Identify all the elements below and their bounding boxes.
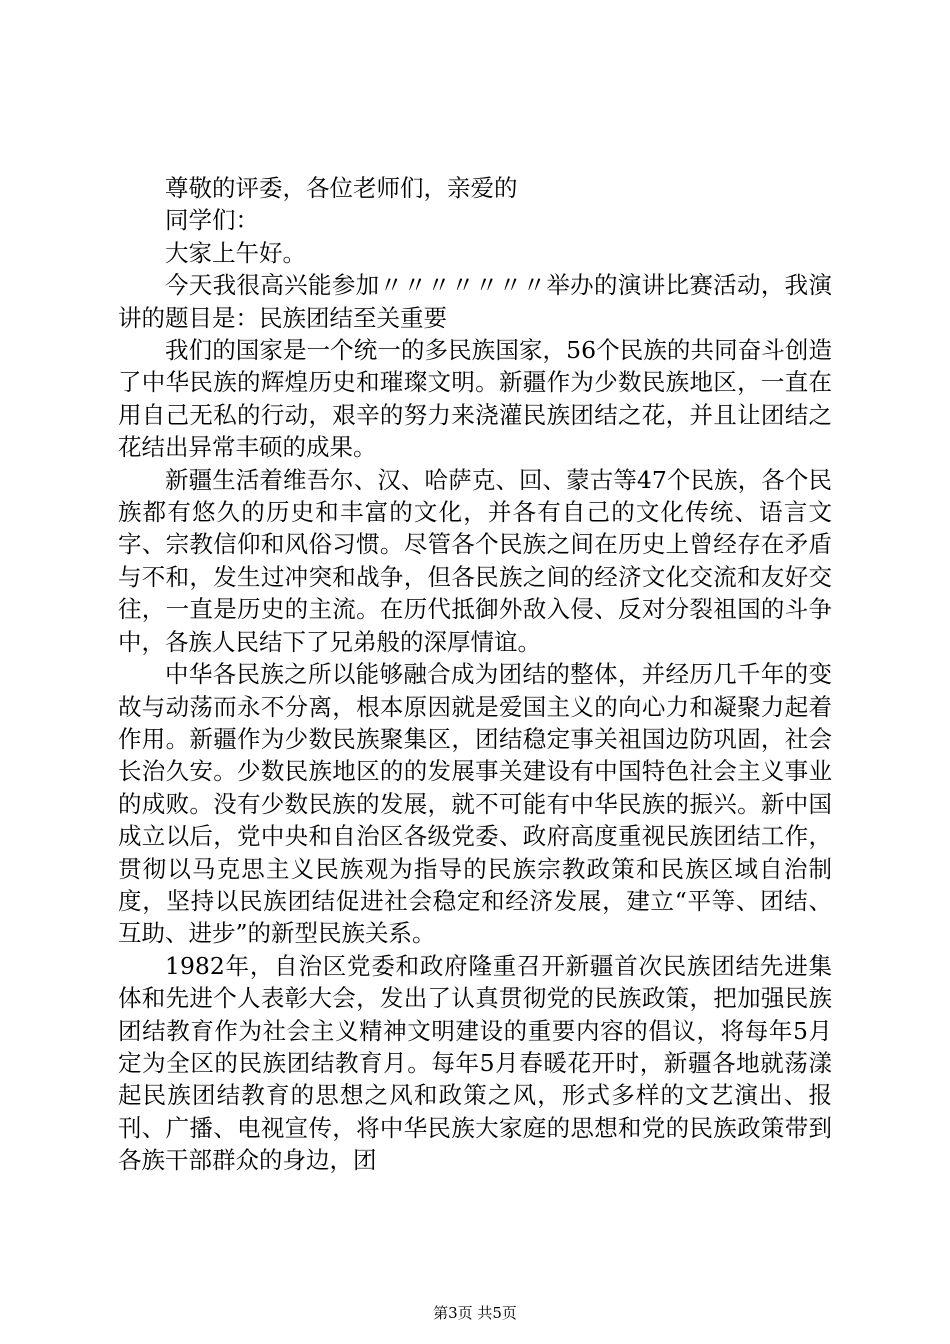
page-number-footer: 第3页 共5页 xyxy=(433,1304,517,1322)
greeting: 大家上午好。 xyxy=(165,238,306,267)
paragraph-xinjiang-ethnic-groups: 新疆生活着维吾尔、汉、哈萨克、回、蒙古等47个民族，各个民族都有悠久的历史和丰富的文化，并各有自己的文化传统、语言文字、宗教信仰和风俗习惯。尽管各个民族之间在历史上曾经存在矛盾与不和，发生过冲突和战争，但各民族之间的经济文化交流和友好交往，一直是历史的主流。在历代抵御外敌入侵、反对分裂祖国的斗争中，各族人民结下了兄弟般的深厚情谊。 xyxy=(118,465,832,656)
salutation-line-2: 同学们： xyxy=(165,206,259,235)
salutation-line-1: 尊敬的评委，各位老师们，亲爱的 xyxy=(165,174,518,202)
paragraph-1982-conference: 1982年，自治区党委和政府隆重召开新疆首次民族团结先进集体和先进个人表彰大会，发出了认真贯彻党的民族政策，把加强民族团结教育作为社会主义精神文明建设的重要内容的倡议，将每年5月定为全区的民族团结教育月。每年5月春暖花开时，新疆各地就荡漾起民族团结教育的思想之风和政策之风，形式多样的文艺演出、报刊、广播、电视宣传，将中华民族大家庭的思想和党的民族政策带到各族干部群众的身边，团 xyxy=(118,951,832,1175)
document-body xyxy=(118,172,832,1177)
paragraph-unified-nation: 我们的国家是一个统一的多民族国家，56个民族的共同奋斗创造了中华民族的辉煌历史和璀璨文明。新疆作为少数民族地区，一直在用自己无私的行动，艰辛的努力来浇灌民族团结之花，并且让团结之花结出异常丰硕的成果。 xyxy=(118,336,832,462)
intro-paragraph: 今天我很高兴能参加〃〃〃〃〃〃〃举办的演讲比赛活动，我演讲的题目是：民族团结至关重要 xyxy=(118,271,832,332)
paragraph-patriotism: 中华各民族之所以能够融合成为团结的整体，并经历几千年的变故与动荡而永不分离，根本原因就是爱国主义的向心力和凝聚力起着作用。新疆作为少数民族聚集区，团结稳定事关祖国边防巩固，社会长治久安。少数民族地区的的发展事关建设有中国特色社会主义事业的成败。没有少数民族的发展，就不可能有中华民族的振兴。新中国成立以后，党中央和自治区各级党委、政府高度重视民族团结工作，贯彻以马克思主义民族观为指导的民族宗教政策和民族区域自治制度，坚持以民族团结促进社会稳定和经济发展，建立“平等、团结、互助、进步”的新型民族关系。 xyxy=(118,660,832,948)
